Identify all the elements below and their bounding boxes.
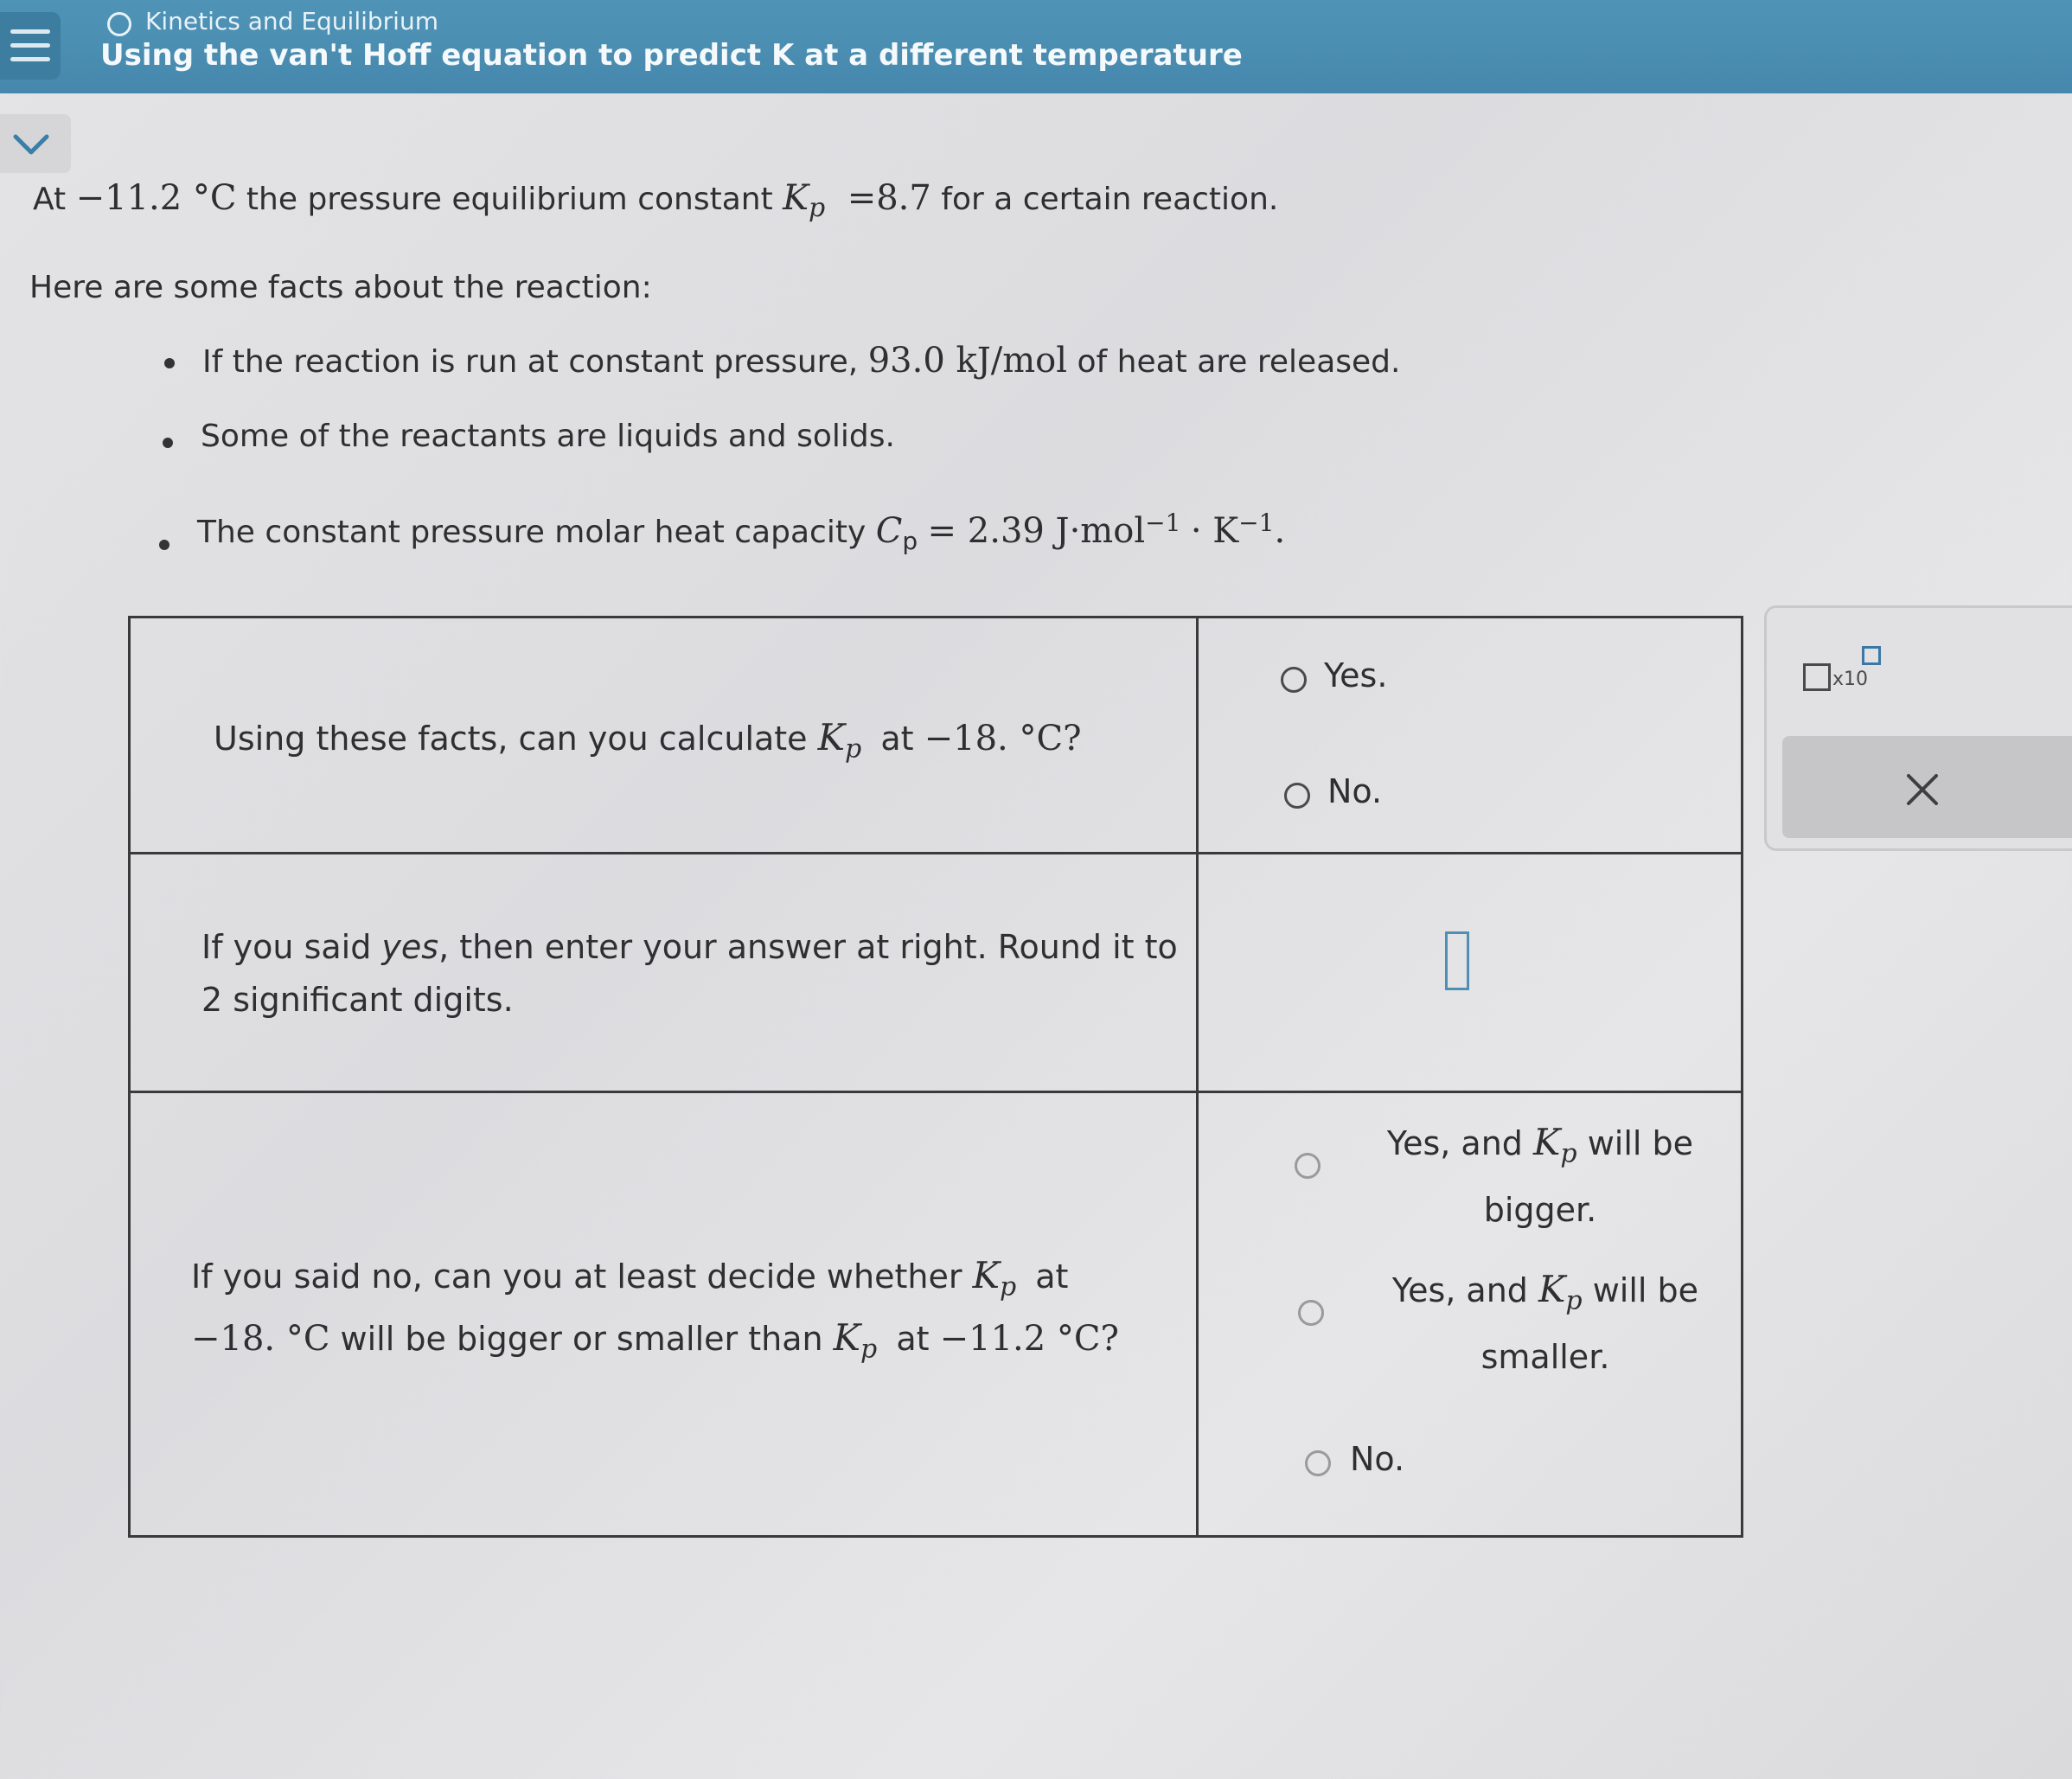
facts-heading: Here are some facts about the reaction: <box>29 270 652 305</box>
top-header <box>0 0 2072 93</box>
bullet <box>159 540 169 550</box>
x10-label: x10 <box>1832 669 1869 690</box>
fact-heat-capacity: The constant pressure molar heat capacity $C_p = 2.39$ $J\cdot mol^{-1} \cdot K^{-1}$. <box>197 509 1286 556</box>
option-no-decide-label[interactable]: No. <box>1350 1440 1405 1478</box>
collapse-toggle[interactable] <box>0 114 71 173</box>
question-table <box>128 616 1743 1538</box>
question-enter-answer: If you said yes, then enter your answer at right. Round it to 2 significant digits. <box>201 928 1178 1019</box>
option-yes-label[interactable]: Yes. <box>1324 656 1388 694</box>
bullet <box>163 438 173 448</box>
hamburger-menu-icon[interactable] <box>0 12 61 80</box>
option-yes-smaller-label[interactable]: Yes, and $K_p$ will be smaller. <box>1391 1268 1699 1376</box>
problem-intro: At −11.2 °C the pressure equilibrium constant $K_p =8.7$ for a certain reaction. <box>33 178 1279 224</box>
breadcrumb[interactable]: Kinetics and Equilibrium <box>145 7 438 35</box>
option-yes-bigger-label[interactable]: Yes, and $K_p$ will be bigger. <box>1386 1121 1694 1229</box>
option-no-label[interactable]: No. <box>1327 772 1383 810</box>
radio-no-decide[interactable] <box>1305 1450 1331 1476</box>
radio-yes[interactable] <box>1281 667 1307 693</box>
table-divider <box>1196 618 1199 1535</box>
radio-no[interactable] <box>1284 783 1310 809</box>
fact-heat-released: If the reaction is run at constant pressure, 93.0 kJ/mol of heat are released. <box>202 341 1401 381</box>
radio-yes-smaller[interactable] <box>1298 1300 1324 1326</box>
clear-button[interactable] <box>1782 736 2072 838</box>
fact-reactant-phases: Some of the reactants are liquids and solids. <box>201 419 895 454</box>
close-icon <box>1903 771 1941 809</box>
table-divider <box>131 1091 1741 1093</box>
radio-yes-bigger[interactable] <box>1295 1153 1321 1179</box>
question-bigger-smaller: If you said no, can you at least decide whether $K_p$ at −18. °C will be bigger or smaller than $K_p$ at −11.2 °C? <box>191 1254 1119 1365</box>
bullet <box>164 358 175 368</box>
answer-tools-panel <box>1764 605 2072 851</box>
answer-input[interactable] <box>1445 931 1469 990</box>
base-box-icon <box>1803 663 1831 691</box>
chevron-down-icon <box>12 131 50 157</box>
question-calculate-kp: Using these facts, can you calculate $K_p$ at −18. °C? <box>214 716 1082 765</box>
exponent-box-icon <box>1862 646 1881 665</box>
topic-circle-icon <box>107 12 131 36</box>
table-divider <box>131 852 1741 854</box>
page-title: Using the van't Hoff equation to predict K at a different temperature <box>100 38 1243 73</box>
